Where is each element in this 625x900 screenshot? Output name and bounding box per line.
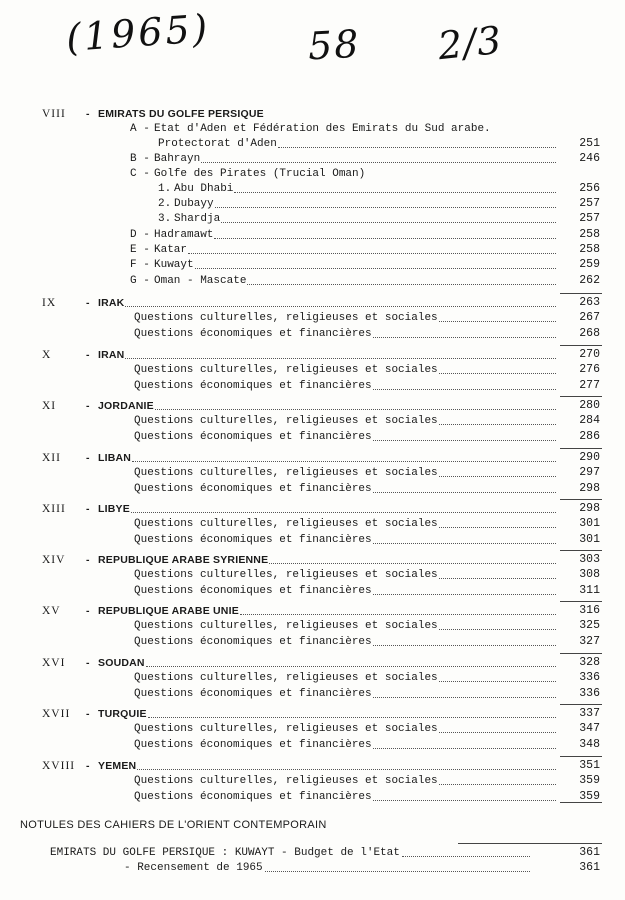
entry-label: Questions économiques et financières [134,483,372,495]
page-number: 347 [579,722,600,735]
section-separator [560,345,602,346]
entry-label: Questions culturelles, religieuses et sociales [134,518,438,530]
section-roman: VIII [42,108,66,120]
section-roman: XII [42,452,61,464]
notules-heading: NOTULES DES CAHIERS DE L'ORIENT CONTEMPORAIN [20,819,327,831]
dot-leader [278,147,556,148]
section-title: TURQUIE [98,708,147,720]
entry-label: Abu Dhabi [174,183,234,195]
page-number: 246 [579,152,600,165]
section-roman: XVIII [42,760,76,772]
dot-leader [188,253,556,254]
section-title: LIBYE [98,503,130,515]
page-number: 277 [579,379,600,392]
page-number: 337 [579,707,600,720]
entry-label: Questions culturelles, religieuses et sociales [134,672,438,684]
entry-label: Questions économiques et financières [134,739,372,751]
section-separator [560,756,602,757]
notules-entry: - Recensement de 1965 [124,862,263,874]
entry-label: Questions culturelles, religieuses et sociales [134,723,438,735]
page-number: 259 [579,258,600,271]
dot-leader [373,594,556,595]
dot-leader [221,222,556,223]
dot-leader [214,238,556,239]
page-number: 303 [579,553,600,566]
item-prefix: G - [130,275,150,287]
page-number: 359 [579,790,600,803]
dot-leader [215,207,556,208]
section-roman: XVI [42,657,66,669]
dot-leader [373,748,556,749]
entry-label: Questions culturelles, religieuses et sociales [134,620,438,632]
entry-label: Golfe des Pirates (Trucial Oman) [154,168,366,180]
section-roman: IX [42,297,57,309]
page-number: 308 [579,568,600,581]
dot-leader [125,306,556,307]
section-dash: - [86,452,90,464]
entry-label: Dubayy [174,198,214,210]
page-number: 270 [579,348,600,361]
handwritten-number: 58 [306,21,362,69]
entry-label: Questions économiques et financières [134,431,372,443]
dot-leader [439,784,556,785]
page-number: 301 [579,533,600,546]
dot-leader [439,321,556,322]
section-separator [560,550,602,551]
notules-separator [458,843,602,844]
dot-leader [439,476,556,477]
section-title: REPUBLIQUE ARABE UNIE [98,605,239,617]
section-roman: XV [42,605,61,617]
item-prefix: E - [130,244,150,256]
section-dash: - [86,297,90,309]
section-title: JORDANIE [98,400,154,412]
entry-label: Questions culturelles, religieuses et sociales [134,569,438,581]
page-number: 298 [579,482,600,495]
dot-leader [148,717,556,718]
section-separator [560,396,602,397]
notules-entry: EMIRATS DU GOLFE PERSIQUE : KUWAYT - Budget de l'Etat [50,847,400,859]
page-number: 256 [579,182,600,195]
entry-label: Bahrayn [154,153,201,165]
section-dash: - [86,400,90,412]
entry-label: Questions économiques et financières [134,688,372,700]
page-number: 267 [579,311,600,324]
dot-leader [234,192,556,193]
section-title: LIBAN [98,452,132,464]
dot-leader [402,856,530,857]
page-number: 258 [579,228,600,241]
page-number: 280 [579,399,600,412]
dot-leader [439,527,556,528]
entry-label: Katar [154,244,188,256]
page-number: 251 [579,137,600,150]
entry-label: Questions économiques et financières [134,534,372,546]
item-prefix: 3. [158,213,172,225]
page-number: 311 [579,584,600,597]
section-separator [560,499,602,500]
item-prefix: F - [130,259,150,271]
dot-leader [265,871,530,872]
page-number: 298 [579,502,600,515]
dot-leader [201,162,556,163]
page-number: 361 [579,846,600,859]
entry-label: Questions culturelles, religieuses et sociales [134,467,438,479]
dot-leader [373,800,556,801]
section-dash: - [86,708,90,720]
item-prefix: C - [130,168,150,180]
dot-leader [373,645,556,646]
page-number: 257 [579,212,600,225]
dot-leader [373,440,556,441]
dot-leader [439,732,556,733]
page-number: 328 [579,656,600,669]
page-number: 297 [579,466,600,479]
section-separator [560,448,602,449]
section-title: SOUDAN [98,657,145,669]
section-title: IRAN [98,349,125,361]
section-title: EMIRATS DU GOLFE PERSIQUE [98,108,264,120]
page-number: 325 [579,619,600,632]
handwritten-fraction: 2/3 [435,17,505,69]
entry-label: Protectorat d'Aden [158,138,277,150]
dot-leader [439,578,556,579]
entry-label: Questions culturelles, religieuses et sociales [134,312,438,324]
page-number: 316 [579,604,600,617]
section-roman: XI [42,400,57,412]
page-number: 290 [579,451,600,464]
page-number: 336 [579,671,600,684]
dot-leader [269,563,556,564]
page-number: 262 [579,274,600,287]
dot-leader [132,461,556,462]
dot-leader [373,543,556,544]
entry-label: Oman - Mascate [154,275,247,287]
entry-label: Questions économiques et financières [134,636,372,648]
dot-leader [373,389,556,390]
page-number: 301 [579,517,600,530]
page-number: 359 [579,774,600,787]
section-roman: X [42,349,52,361]
page-number: 361 [579,861,600,874]
section-separator [560,802,602,803]
dot-leader [155,409,556,410]
dot-leader [240,614,556,615]
page-number: 348 [579,738,600,751]
item-prefix: D - [130,229,150,241]
page-number: 263 [579,296,600,309]
dot-leader [373,337,556,338]
item-prefix: 1. [158,183,172,195]
section-dash: - [86,605,90,617]
entry-label: Etat d'Aden et Fédération des Emirats du Sud arabe. [154,123,491,135]
entry-label: Questions culturelles, religieuses et sociales [134,364,438,376]
entry-label: Questions économiques et financières [134,328,372,340]
dot-leader [125,358,556,359]
section-roman: XIV [42,554,66,566]
section-separator [560,601,602,602]
entry-label: Hadramawt [154,229,214,241]
entry-label: Questions économiques et financières [134,791,372,803]
entry-label: Shardja [174,213,221,225]
handwritten-year: (1965) [64,6,212,60]
page-number: 286 [579,430,600,443]
page-number: 351 [579,759,600,772]
page-number: 336 [579,687,600,700]
dot-leader [131,512,556,513]
dot-leader [146,666,556,667]
section-dash: - [86,657,90,669]
section-title: IRAK [98,297,125,309]
section-dash: - [86,760,90,772]
section-title: REPUBLIQUE ARABE SYRIENNE [98,554,269,566]
section-dash: - [86,554,90,566]
section-separator [560,653,602,654]
dot-leader [247,284,556,285]
dot-leader [373,697,556,698]
section-dash: - [86,108,90,120]
page-number: 327 [579,635,600,648]
dot-leader [439,629,556,630]
dot-leader [439,373,556,374]
section-roman: XIII [42,503,66,515]
entry-label: Kuwayt [154,259,194,271]
section-dash: - [86,349,90,361]
page-number: 284 [579,414,600,427]
entry-label: Questions culturelles, religieuses et sociales [134,415,438,427]
entry-label: Questions économiques et financières [134,585,372,597]
dot-leader [439,424,556,425]
dot-leader [439,681,556,682]
page-number: 257 [579,197,600,210]
section-separator [560,293,602,294]
dot-leader [195,268,556,269]
section-separator [560,704,602,705]
item-prefix: A - [130,123,150,135]
entry-label: Questions économiques et financières [134,380,372,392]
section-dash: - [86,503,90,515]
dot-leader [373,492,556,493]
page-number: 258 [579,243,600,256]
page-number: 268 [579,327,600,340]
section-roman: XVII [42,708,71,720]
item-prefix: 2. [158,198,172,210]
dot-leader [137,769,556,770]
entry-label: Questions culturelles, religieuses et sociales [134,775,438,787]
section-title: YEMEN [98,760,137,772]
page-number: 276 [579,363,600,376]
item-prefix: B - [130,153,150,165]
